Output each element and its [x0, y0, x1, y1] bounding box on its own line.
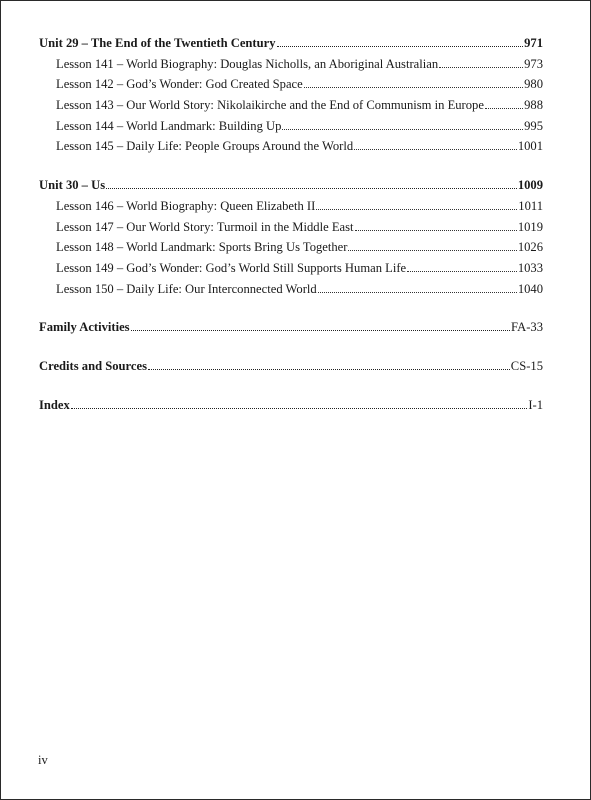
toc-credits-and-sources[interactable] — [39, 356, 543, 377]
unit-title: Unit 29 – The End of the Twentieth Century — [39, 36, 276, 50]
lesson-title: Lesson 147 – Our World Story: Turmoil in the Middle East — [56, 219, 354, 234]
page-number: 973 — [524, 56, 543, 71]
toc-lesson-150[interactable] — [39, 279, 543, 300]
dot-leader — [407, 262, 517, 272]
dot-leader — [354, 140, 517, 150]
page-number: 980 — [524, 77, 543, 92]
toc-lesson-145[interactable] — [39, 136, 543, 157]
dot-leader — [148, 360, 510, 370]
section-title: Family Activities — [39, 320, 130, 335]
page-number: I-1 — [528, 397, 543, 412]
lesson-title: Lesson 149 – God’s Wonder: God’s World Still Supports Human Life — [56, 260, 407, 275]
page-number: 1040 — [517, 281, 543, 296]
unit-title: Unit 30 – Us — [39, 178, 106, 193]
dot-leader — [106, 179, 517, 189]
page-number: 971 — [524, 36, 543, 50]
toc-lesson-143[interactable] — [39, 95, 543, 116]
page-number: 1001 — [517, 139, 543, 154]
dot-leader — [304, 78, 523, 88]
lesson-title: Lesson 146 – World Biography: Queen Elizabeth II — [56, 198, 316, 213]
dot-leader — [71, 399, 528, 409]
lesson-title: Lesson 148 – World Landmark: Sports Bring Us Together — [56, 240, 348, 255]
toc-lesson-147[interactable] — [39, 217, 543, 238]
toc-index[interactable] — [39, 395, 543, 416]
page-number: 1011 — [518, 198, 543, 213]
lesson-title: Lesson 144 – World Landmark: Building Up — [56, 118, 282, 133]
toc-lesson-144[interactable] — [39, 116, 543, 137]
lesson-title: Lesson 150 – Daily Life: Our Interconnected World — [56, 281, 317, 296]
page-number: 1026 — [517, 240, 543, 255]
page-number: 1033 — [517, 260, 543, 275]
dot-leader — [485, 99, 523, 109]
dot-leader — [131, 321, 510, 331]
page-number: 1019 — [517, 219, 543, 234]
dot-leader — [355, 221, 517, 231]
dot-leader — [318, 283, 517, 293]
dot-leader — [282, 120, 523, 130]
lesson-title: Lesson 143 – Our World Story: Nikolaikirche and the End of Communism in Europe — [56, 98, 484, 113]
lesson-title: Lesson 145 – Daily Life: People Groups Around the World — [56, 139, 354, 154]
lesson-title: Lesson 142 – God’s Wonder: God Created Space — [56, 77, 303, 92]
toc-family-activities[interactable] — [39, 317, 543, 338]
section-title: Credits and Sources — [39, 358, 147, 373]
page-number: CS-15 — [510, 358, 543, 373]
toc-lesson-148[interactable] — [39, 237, 543, 258]
section-title: Index — [39, 397, 70, 412]
dot-leader — [348, 241, 516, 251]
lesson-title: Lesson 141 – World Biography: Douglas Nicholls, an Aboriginal Australian — [56, 56, 439, 71]
toc-unit-30[interactable] — [39, 175, 543, 196]
table-of-contents — [39, 33, 543, 415]
page-folio: iv — [38, 753, 48, 767]
toc-unit-29[interactable] — [39, 33, 543, 54]
page-number: 1009 — [517, 178, 543, 193]
page-number: 995 — [524, 118, 543, 133]
dot-leader — [316, 200, 517, 210]
toc-lesson-149[interactable] — [39, 258, 543, 279]
toc-lesson-141[interactable] — [39, 54, 543, 75]
dot-leader — [277, 37, 524, 47]
toc-lesson-146[interactable] — [39, 196, 543, 217]
dot-leader — [439, 58, 523, 68]
toc-lesson-142[interactable] — [39, 74, 543, 95]
page-number: 988 — [524, 98, 543, 113]
page-number: FA-33 — [511, 320, 543, 335]
